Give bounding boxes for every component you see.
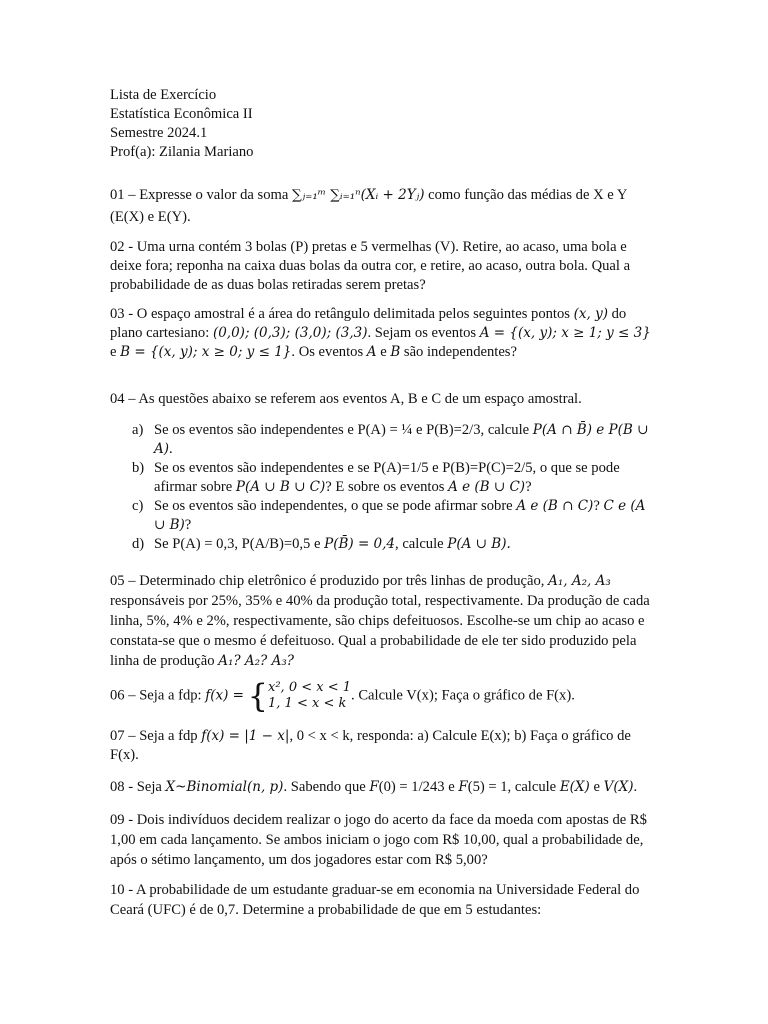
question-07 bbox=[110, 727, 660, 765]
q08-text-3: (0) = 1/243 e bbox=[378, 779, 459, 795]
q04-item-b bbox=[132, 459, 660, 497]
q04-item-d-label: d) bbox=[132, 536, 145, 552]
q03-math-a: A bbox=[366, 344, 377, 360]
q03-text-1: 03 - O espaço amostral é a área do retângulo delimitada pelos seguintes pontos bbox=[110, 306, 574, 322]
q04-item-d bbox=[132, 535, 660, 554]
q04-item-c-math-2: C e (A ∪ B) bbox=[154, 498, 646, 533]
question-02 bbox=[110, 238, 660, 295]
q03-text-3: . Sejam os eventos bbox=[367, 325, 480, 341]
q04-item-c-tail: ? bbox=[593, 498, 604, 514]
q08-text-2: . Sabendo que bbox=[283, 779, 370, 795]
q04-item-c-math: A e (B ∩ C) bbox=[516, 498, 594, 514]
q04-item-d-math: P(B̄) = 0,4 bbox=[324, 536, 396, 552]
q04-item-c-label: c) bbox=[132, 498, 144, 514]
q04-item-d-math-2: P(A ∪ B). bbox=[447, 536, 511, 552]
q03-text-4: e bbox=[110, 344, 121, 360]
q04-item-c-text: Se os eventos são independentes, o que se pode afirmar sobre bbox=[154, 498, 517, 514]
q04-item-c bbox=[132, 497, 660, 535]
q01-text-a: 01 – Expresse o valor da soma bbox=[110, 187, 292, 203]
q06-case-1: x², 0 < x < 1 bbox=[268, 680, 352, 695]
q05-text-2: responsáveis por 25%, 35% e 40% da produção total, respectivamente. Da produção de cada linha, 5%, 4% e 2%, respectivamente, são chips defeituosos. Escolhe-se um chip ao acaso e constata-se que o mesmo é defeituoso. Qual a probabilidade de ele ter sido produzido pela linha de produção bbox=[110, 593, 650, 669]
q04-item-d-tail: , calcule bbox=[395, 536, 448, 552]
q04-item-c-tail-2: ? bbox=[184, 517, 192, 533]
q08-math-binomial: X~Binomial(n, p) bbox=[165, 779, 284, 795]
q01-text-b: como função das médias de X e Y bbox=[424, 187, 628, 203]
q05-math-lines: A₁, A₂, A₃ bbox=[548, 573, 611, 589]
question-09 bbox=[110, 810, 660, 870]
question-08 bbox=[110, 778, 660, 797]
question-10 bbox=[110, 880, 660, 920]
header-course: Estatística Econômica II bbox=[110, 106, 253, 122]
q03-math-point: (x, y) bbox=[573, 306, 608, 322]
q07-text-2: , 0 < x < k, responda: a) Calcule E(x); b) Faça o gráfico de F(x). bbox=[110, 728, 631, 763]
q03-text-2: do plano cartesiano: bbox=[110, 306, 627, 341]
q01-sum-formula: ∑ⱼ₌₁ᵐ ∑ᵢ₌₁ⁿ(Xᵢ + 2Yⱼ) bbox=[291, 187, 425, 203]
question-01 bbox=[110, 186, 660, 227]
question-06 bbox=[110, 677, 660, 715]
q04-intro: 04 – As questões abaixo se referem aos eventos A, B e C de um espaço amostral. bbox=[110, 391, 582, 407]
q08-math-f0: F bbox=[369, 779, 379, 795]
q01-text-c: (E(X) e E(Y). bbox=[110, 209, 191, 225]
q06-case-2: 1, 1 < x < k bbox=[268, 696, 347, 711]
header-title: Lista de Exercício bbox=[110, 87, 217, 103]
question-03 bbox=[110, 305, 660, 362]
q03-text-5: . Os eventos bbox=[291, 344, 367, 360]
q07-math-fx: f(x) = |1 − x| bbox=[201, 728, 290, 744]
q08-text-6: . bbox=[633, 779, 638, 795]
q06-math-fx: f(x) = bbox=[205, 687, 244, 704]
q04-item-b-tail: ? E sobre os eventos bbox=[325, 479, 449, 495]
q04-item-b-math-2: A e (B ∪ C) bbox=[448, 479, 526, 495]
q04-item-b-tail-2: ? bbox=[525, 479, 532, 495]
document-header bbox=[110, 86, 660, 162]
q08-math-vx: V(X) bbox=[603, 779, 634, 795]
q10-text: 10 - A probabilidade de um estudante graduar-se em economia na Universidade Federal do Ceará (UFC) é de 0,7. Determine a probabilidade de que em 5 estudantes: bbox=[110, 882, 640, 918]
q06-brace: { bbox=[247, 677, 269, 715]
q03-text-6: e bbox=[376, 344, 391, 360]
q03-math-vertices: (0,0); (0,3); (3,0); (3,3) bbox=[212, 325, 368, 341]
q04-item-a-label: a) bbox=[132, 422, 144, 438]
q08-text-1: 08 - Seja bbox=[110, 779, 166, 795]
q08-math-ex: E(X) bbox=[559, 779, 590, 795]
q06-cases bbox=[268, 680, 351, 712]
q05-text-1: 05 – Determinado chip eletrônico é produzido por três linhas de produção, bbox=[110, 573, 549, 589]
q09-text: 09 - Dois indivíduos decidem realizar o jogo do acerto da face da moeda com apostas de R$ 1,00 em cada lançamento. Se ambos iniciam o jogo com R$ 10,00, qual a probabilidade de, após o sétimo lançamento, um dos jogadores estar com R$ 5,00? bbox=[110, 812, 647, 868]
q08-text-5: e bbox=[589, 779, 604, 795]
q03-text-7: são independentes? bbox=[400, 344, 517, 360]
q05-math-question: A₁? A₂? A₃? bbox=[218, 653, 294, 669]
q03-math-event-b: B = {(x, y); x ≥ 0; y ≤ 1} bbox=[120, 344, 292, 360]
q04-item-a-text: Se os eventos são independentes e P(A) = ¼ e P(B)=2/3, calcule bbox=[154, 422, 533, 438]
q08-text-4: (5) = 1, calcule bbox=[467, 779, 560, 795]
q04-item-a bbox=[132, 421, 660, 459]
q04-item-list bbox=[110, 421, 660, 554]
q04-item-b-math: P(A ∪ B ∪ C) bbox=[235, 479, 326, 495]
q03-math-b: B bbox=[390, 344, 401, 360]
q04-item-a-tail: . bbox=[169, 441, 173, 457]
q04-item-b-label: b) bbox=[132, 460, 145, 476]
question-04 bbox=[110, 390, 660, 554]
header-professor: Prof(a): Zilania Mariano bbox=[110, 144, 254, 160]
q03-math-event-a: A = {(x, y); x ≥ 1; y ≤ 3} bbox=[479, 325, 651, 341]
q06-text-2: . Calcule V(x); Faça o gráfico de F(x). bbox=[351, 687, 575, 704]
q02-text: 02 - Uma urna contém 3 bolas (P) pretas e 5 vermelhas (V). Retire, ao acaso, uma bola e deixe fora; reponha na caixa duas bolas da outra cor, e retire, ao acaso, outra bola. Qual a probabilidade de as duas bolas retiradas serem pretas? bbox=[110, 239, 631, 293]
q07-text-1: 07 – Seja a fdp bbox=[110, 728, 202, 744]
q04-item-b-text: Se os eventos são independentes e se P(A)=1/5 e P(B)=P(C)=2/5, o que se pode afirmar sobre bbox=[154, 460, 620, 495]
q08-math-f5: F bbox=[458, 779, 468, 795]
q04-item-d-text: Se P(A) = 0,3, P(A/B)=0,5 e bbox=[154, 536, 325, 552]
q06-text-1: 06 – Seja a fdp: bbox=[110, 687, 206, 704]
question-05 bbox=[110, 571, 660, 671]
header-semester: Semestre 2024.1 bbox=[110, 125, 208, 141]
q04-item-a-math: P(A ∩ B̄) e P(B ∪ A) bbox=[154, 422, 649, 457]
